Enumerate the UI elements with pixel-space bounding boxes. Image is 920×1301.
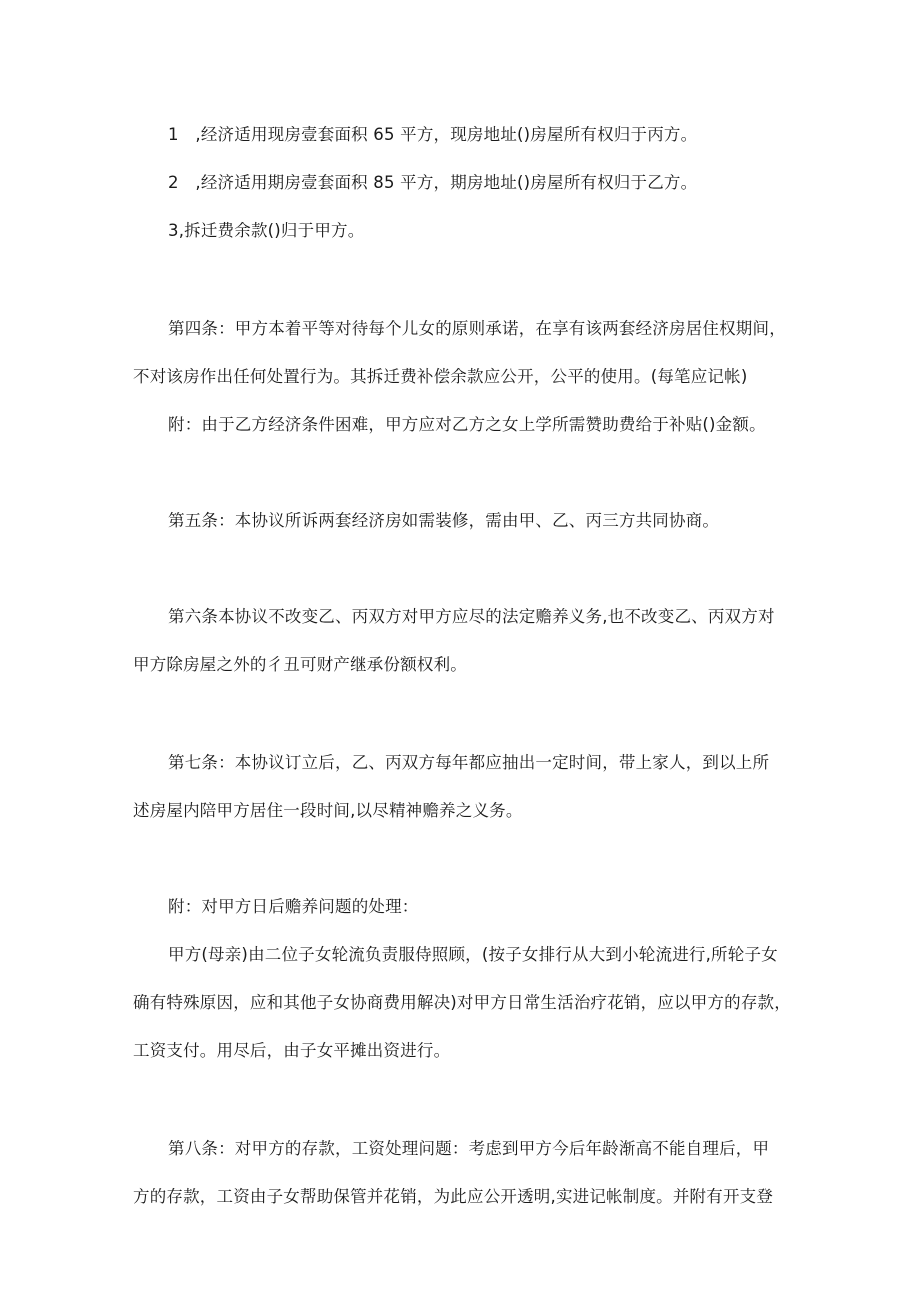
- article-4-line-2: 不对该房作出任何处置行为。其拆迁费补偿余款应公开，公平的使用。(每笔应记帐): [133, 367, 748, 386]
- appendix-heading: 附：对甲方日后赡养问题的处理：: [168, 897, 419, 916]
- article-6-line-2: 甲方除房屋之外的彳丑可财产继承份额权利。: [133, 655, 467, 674]
- appendix-line-2: 确有特殊原因，应和其他子女协商费用解决)对甲方日常生活治疗花销，应以甲方的存款，: [133, 993, 791, 1012]
- article-8-line-2: 方的存款，工资由子女帮助保管并花销，为此应公开透明,实进记帐制度。并附有开支登: [133, 1187, 774, 1206]
- clause-item-3: 3,拆迁费余款()归于甲方。: [168, 221, 365, 240]
- article-4-line-1: 第四条：甲方本着平等对待每个儿女的原则承诺，在享有该两套经济房居住权期间，: [168, 319, 786, 338]
- article-4-appendix: 附：由于乙方经济条件困难，甲方应对乙方之女上学所需赞助费给于补贴()金额。: [168, 415, 766, 434]
- appendix-line-3: 工资支付。用尽后，由子女平摊出资进行。: [133, 1041, 451, 1060]
- clause-item-2: 2 ,经济适用期房壹套面积 85 平方，期房地址()房屋所有权归于乙方。: [168, 173, 698, 192]
- appendix-line-1: 甲方(母亲)由二位子女轮流负责服侍照顾，(按子女排行从大到小轮流进行,所轮子女: [168, 945, 778, 964]
- article-8-line-1: 第八条：对甲方的存款，工资处理问题：考虑到甲方今后年龄渐高不能自理后，甲: [168, 1139, 770, 1158]
- article-5: 第五条：本协议所诉两套经济房如需装修，需由甲、乙、丙三方共同协商。: [168, 511, 720, 530]
- clause-item-1: 1 ,经济适用现房壹套面积 65 平方，现房地址()房屋所有权归于丙方。: [168, 125, 698, 144]
- article-7-line-1: 第七条：本协议订立后，乙、丙双方每年都应抽出一定时间，带上家人，到以上所: [168, 753, 770, 772]
- article-6-line-1: 第六条本协议不改变乙、丙双方对甲方应尽的法定赡养义务,也不改变乙、丙双方对: [168, 607, 775, 626]
- article-7-line-2: 述房屋内陪甲方居住一段时间,以尽精神赡养之义务。: [133, 801, 523, 820]
